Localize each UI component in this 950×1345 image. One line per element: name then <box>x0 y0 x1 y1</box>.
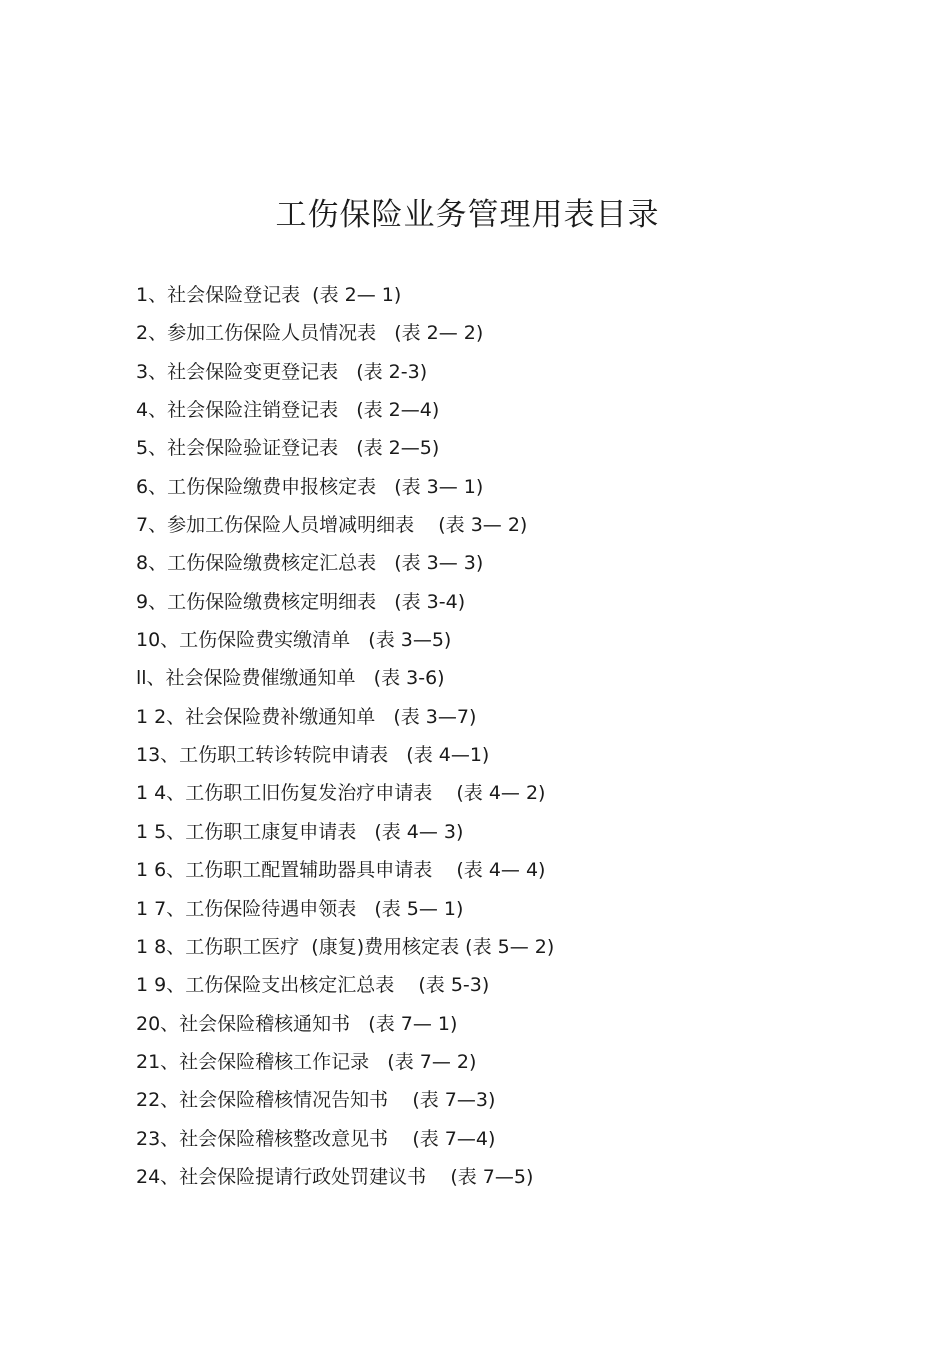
toc-item: 22、社会保险稽核情况告知书 (表 7—3) <box>136 1089 496 1112</box>
toc-item: 1 7、工伤保险待遇申领表 (表 5— 1) <box>136 897 464 920</box>
toc-item: 1 9、工伤保险支出核定汇总表 (表 5-3) <box>136 974 490 997</box>
toc-item: 10、工伤保险费实缴清单 (表 3—5) <box>136 629 452 652</box>
toc-item: 1 5、工伤职工康复申请表 (表 4— 3) <box>136 820 464 843</box>
toc-item: 2、参加工伤保险人员情况表 (表 2— 2) <box>136 322 484 345</box>
toc-item: 4、社会保险注销登记表 (表 2—4) <box>136 399 440 422</box>
toc-item: 23、社会保险稽核整改意见书 (表 7—4) <box>136 1127 496 1150</box>
toc-item: 20、社会保险稽核通知书 (表 7— 1) <box>136 1012 458 1035</box>
toc-item: 7、参加工伤保险人员增减明细表 (表 3— 2) <box>136 514 528 537</box>
toc-item: 8、工伤保险缴费核定汇总表 (表 3— 3) <box>136 552 484 575</box>
toc-item: 13、工伤职工转诊转院申请表 (表 4—1) <box>136 744 490 767</box>
toc-item: 24、社会保险提请行政处罚建议书 (表 7—5) <box>136 1165 534 1188</box>
toc-item: 1 6、工伤职工配置辅助器具申请表 (表 4— 4) <box>136 859 546 882</box>
table-of-contents <box>136 276 554 1196</box>
toc-item: 6、工伤保险缴费申报核定表 (表 3— 1) <box>136 475 484 498</box>
toc-item: 1、社会保险登记表 (表 2— 1) <box>136 284 402 306</box>
toc-item: 3、社会保险变更登记表 (表 2-3) <box>136 360 428 383</box>
toc-item: 1 8、工伤职工医疗 (康复)费用核定表 (表 5— 2) <box>136 935 555 958</box>
toc-item: 21、社会保险稽核工作记录 (表 7— 2) <box>136 1050 477 1073</box>
toc-item: ll、社会保险费催缴通知单 (表 3-6) <box>136 667 445 690</box>
document-title: 工伤保险业务管理用表目录 <box>275 196 660 233</box>
toc-item: 9、工伤保险缴费核定明细表 (表 3-4) <box>136 590 466 613</box>
toc-item: 5、社会保险验证登记表 (表 2—5) <box>136 437 440 460</box>
toc-item: 1 4、工伤职工旧伤复发治疗申请表 (表 4— 2) <box>136 782 546 805</box>
toc-item: 1 2、社会保险费补缴通知单 (表 3—7) <box>136 705 477 728</box>
